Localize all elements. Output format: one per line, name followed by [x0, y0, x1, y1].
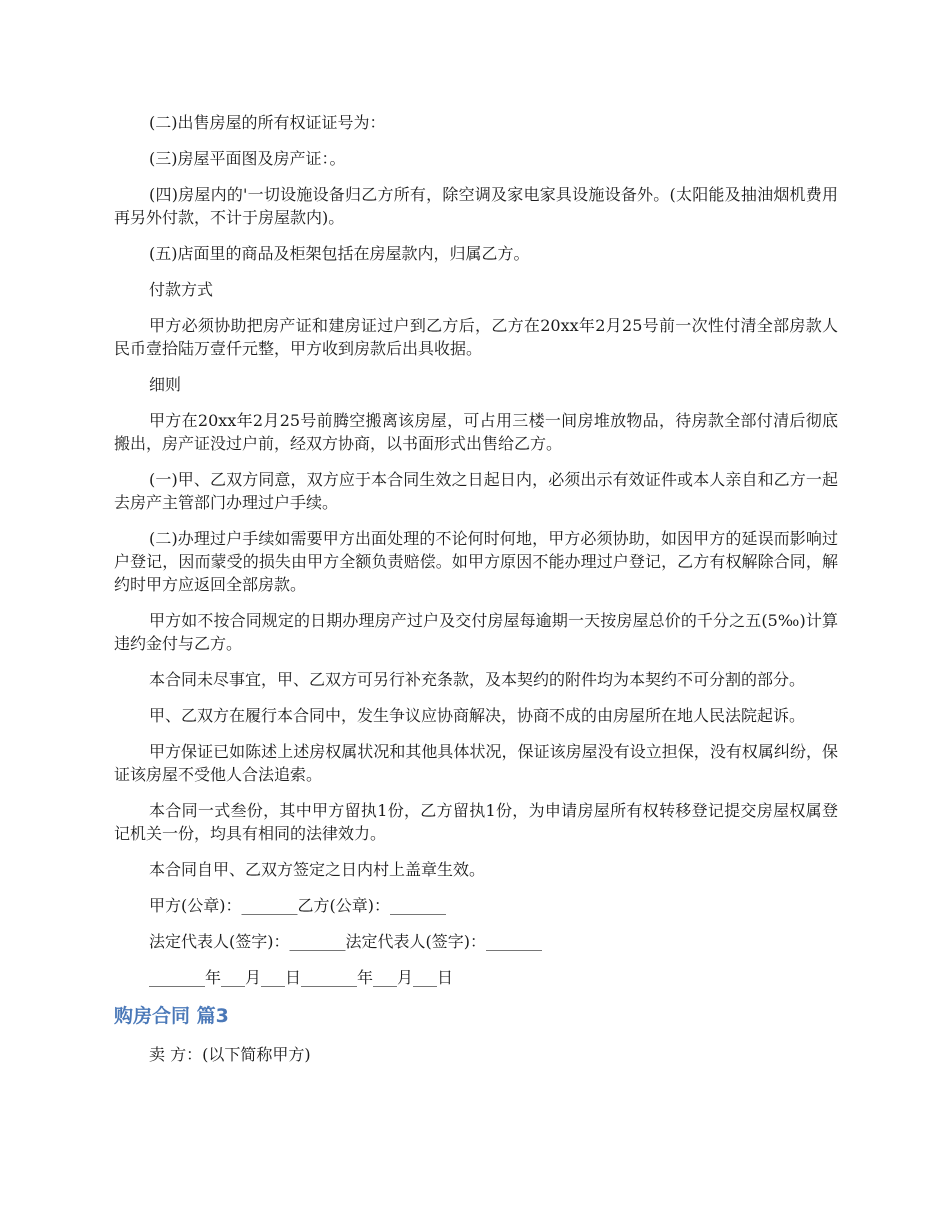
paragraph: (五)店面里的商品及柜架包括在房屋款内，归属乙方。: [149, 244, 530, 263]
paragraph: 甲方如不按合同规定的日期办理房产过户及交付房屋每逾期一天按房屋总价的千分之五(5‰)计算违约金付与乙方。: [114, 611, 838, 653]
paragraph: (四)房屋内的'一切设施设备归乙方所有，除空调及家电家具设施设备外。(太阳能及抽油烟机费用再另外付款，不计于房屋款内)。: [114, 185, 838, 227]
paragraph: 甲、乙双方在履行本合同中，发生争议应协商解决，协商不成的由房屋所在地人民法院起诉。: [149, 706, 806, 725]
paragraph: 甲方保证已如陈述上述房权属状况和其他具体状况，保证该房屋没有设立担保，没有权属纠纷，保证该房屋不受他人合法追索。: [114, 742, 838, 784]
paragraph: 甲方在20xx年2月25号前腾空搬离该房屋，可占用三楼一间房堆放物品，待房款全部付清后彻底搬出，房产证没过户前，经双方协商，以书面形式出售给乙方。: [114, 411, 838, 453]
paragraph: (二)办理过户手续如需要甲方出面处理的不论何时何地，甲方必须协助，如因甲方的延误而影响过户登记，因而蒙受的损失由甲方全额负责赔偿。如甲方原因不能办理过户登记，乙方有权解除合同，解约时甲方应返回全部房款。: [114, 529, 838, 594]
paragraph: 卖 方：(以下简称甲方): [149, 1045, 311, 1064]
paragraph: 本合同一式叁份，其中甲方留执1份，乙方留执1份，为申请房屋所有权转移登记提交房屋权属登记机关一份，均具有相同的法律效力。: [114, 801, 838, 843]
signature-line-date: _______年___月___日_______年___月___日: [149, 968, 454, 987]
paragraph: (二)出售房屋的所有权证证号为：: [149, 113, 386, 132]
section-heading: 购房合同 篇3: [114, 1005, 229, 1027]
document-body: [114, 111, 838, 1079]
paragraph: 本合同未尽事宜，甲、乙双方可另行补充条款，及本契约的附件均为本契约不可分割的部分。: [149, 670, 806, 689]
signature-line-representative: 法定代表人(签字)：_______法定代表人(签字)：_______: [149, 932, 542, 951]
paragraph: 本合同自甲、乙双方签定之日内村上盖章生效。: [149, 860, 486, 879]
paragraph: (一)甲、乙双方同意，双方应于本合同生效之日起日内，必须出示有效证件或本人亲自和乙方一起去房产主管部门办理过户手续。: [114, 470, 838, 512]
paragraph: 甲方必须协助把房产证和建房证过户到乙方后，乙方在20xx年2月25号前一次性付清全部房款人民币壹拾陆万壹仟元整，甲方收到房款后出具收据。: [114, 316, 838, 358]
paragraph: (三)房屋平面图及房产证：。: [149, 149, 346, 168]
signature-line-seal: 甲方(公章)：_______乙方(公章)：_______: [149, 896, 446, 915]
section-label-details: 细则: [149, 375, 182, 394]
section-label-payment: 付款方式: [149, 280, 214, 299]
